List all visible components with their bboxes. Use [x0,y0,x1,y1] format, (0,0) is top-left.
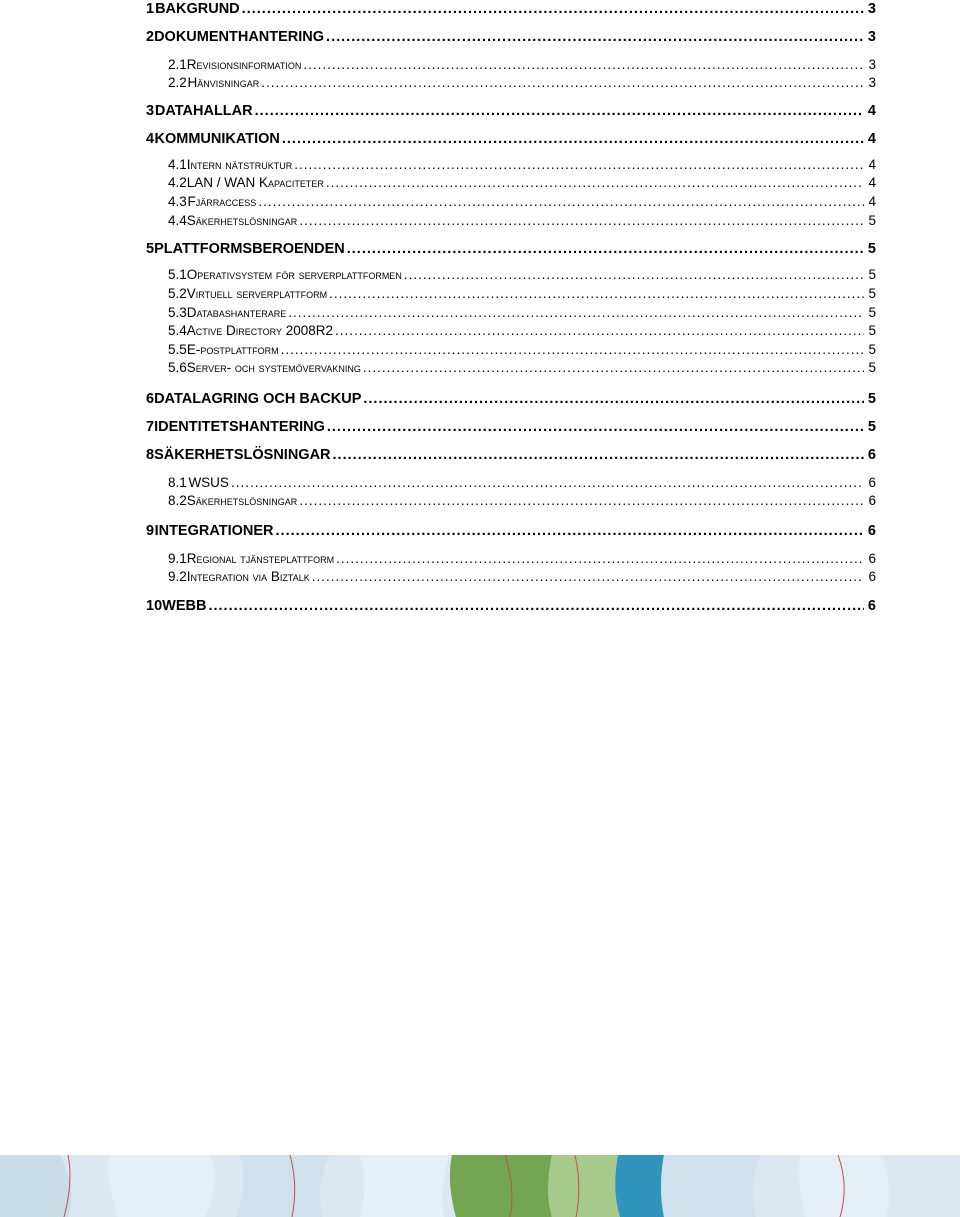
toc-entry-page-number: 6 [868,493,876,508]
toc-entry[interactable] [168,193,876,211]
toc-entry-page-number: 5 [868,360,876,375]
toc-entry[interactable] [168,492,876,510]
toc-dot-leader [363,359,864,377]
toc-entry-page-number: 5 [868,286,876,301]
toc-entry-number: 10 [146,598,163,614]
toc-entry-title: PLATTFORMSBEROENDEN [154,241,345,257]
toc-entry-title: Fjärraccess [187,194,257,209]
toc-entry[interactable] [146,418,876,436]
toc-entry[interactable] [168,322,876,340]
toc-dot-leader [404,266,864,284]
footer-band-teal [615,1155,664,1217]
toc-dot-leader [335,322,864,340]
toc-entry-number: 3 [146,103,155,119]
toc-entry-number: 5.6 [168,360,187,375]
toc-entry-number: 2.1 [168,57,187,72]
toc-entry-page-number: 3 [868,57,876,72]
toc-entry-title: Regional tjänsteplattform [186,551,335,566]
footer-wave-band [0,1155,960,1217]
toc-entry[interactable] [146,0,876,18]
toc-dot-leader [312,568,864,586]
toc-entry-page-number: 5 [867,241,876,257]
toc-entry-page-number: 4 [867,103,876,119]
toc-dot-leader [294,156,864,174]
toc-entry-number: 5.4 [168,323,187,338]
toc-entry-page-number: 5 [868,267,876,282]
toc-entry-title: Säkerhetslösningar [186,213,298,228]
toc-entry-page-number: 3 [867,1,876,17]
toc-entry-number: 4 [146,131,155,147]
footer-band-wave-1 [0,1155,71,1217]
toc-entry-title: WEBB [162,598,207,614]
toc-entry-page-number: 5 [868,323,876,338]
toc-dot-leader [336,550,864,568]
toc-entry-title: DATALAGRING OCH BACKUP [154,391,362,407]
toc-entry-number: 2.2 [168,75,187,90]
toc-entry-number: 5.5 [168,342,187,357]
toc-dot-leader [276,522,864,540]
toc-entry-title: E-postplattform [186,342,279,357]
toc-dot-leader [363,390,864,408]
toc-entry[interactable] [146,446,876,464]
toc-entry[interactable] [168,568,876,586]
toc-entry-title: SÄKERHETSLÖSNINGAR [154,447,331,463]
toc-entry-page-number: 4 [868,194,876,209]
toc-entry[interactable] [168,341,876,359]
footer-band-wave-4 [360,1155,450,1217]
toc-entry-title: Active Directory 2008R2 [186,323,334,338]
toc-entry[interactable] [168,304,876,322]
toc-entry-number: 5.1 [168,267,187,282]
toc-entry-title: BAKGRUND [155,1,240,17]
toc-entry-page-number: 6 [868,569,876,584]
toc-entry-number: 9.2 [168,569,187,584]
toc-entry-title: Integration via Biztalk [186,569,310,584]
toc-entry-title: Intern nätstruktur [186,157,293,172]
toc-dot-leader [208,597,864,615]
toc-entry-title: WSUS [188,475,229,490]
toc-entry[interactable] [168,74,876,92]
toc-entry-number: 5.3 [168,305,187,320]
footer-band-light-green [548,1155,620,1217]
toc-dot-leader [261,74,864,92]
toc-entry-page-number: 6 [867,523,876,539]
toc-entry-number: 8.1 [168,475,187,490]
toc-entry-number: 4.4 [168,213,187,228]
toc-entry-page-number: 6 [868,475,876,490]
toc-entry-page-number: 4 [868,157,876,172]
toc-entry[interactable] [168,266,876,284]
toc-entry-title: Hänvisningar [187,75,260,90]
toc-entry-number: 8 [146,447,155,463]
toc-entry-page-number: 5 [867,419,876,435]
toc-entry-title: Operativsystem för serverplattformen [186,267,402,282]
toc-dot-leader [303,56,864,74]
toc-entry-page-number: 5 [867,391,876,407]
toc-entry[interactable] [146,597,876,615]
toc-dot-leader [242,0,864,18]
toc-entry-number: 8.2 [168,493,187,508]
toc-entry-number: 4.2 [168,175,187,190]
toc-entry-title: KOMMUNIKATION [154,131,280,147]
footer-band-green [450,1155,552,1217]
toc-entry-title: IDENTITETSHANTERING [154,419,325,435]
toc-entry[interactable] [168,156,876,174]
toc-entry[interactable] [146,240,876,258]
toc-entry-title: LAN / WAN Kapaciteter [186,175,324,190]
toc-entry-title: Virtuell serverplattform [186,286,328,301]
toc-entry[interactable] [146,102,876,120]
toc-dot-leader [327,418,864,436]
toc-entry-title: Säkerhetslösningar [186,493,298,508]
footer-band-wave-5 [661,1155,760,1217]
toc-entry-page-number: 6 [867,598,876,614]
toc-dot-leader [299,492,864,510]
toc-entry-page-number: 6 [867,447,876,463]
toc-entry-number: 9.1 [168,551,187,566]
toc-dot-leader [329,285,864,303]
toc-entry-title: Databashanterare [186,305,287,320]
toc-entry[interactable] [146,390,876,408]
toc-entry-page-number: 5 [868,213,876,228]
toc-entry-title: Revisionsinformation [186,57,302,72]
toc-dot-leader [255,102,864,120]
toc-entry-number: 1 [146,1,155,17]
toc-entry-number: 7 [146,419,155,435]
toc-entry[interactable] [168,174,876,192]
toc-dot-leader [258,193,864,211]
toc-entry[interactable] [168,550,876,568]
footer-band-wave-3 [236,1155,330,1217]
toc-entry[interactable] [168,359,876,377]
toc-entry[interactable] [168,56,876,74]
toc-dot-leader [282,130,864,148]
toc-dot-leader [231,474,864,492]
toc-entry-title: INTEGRATIONER [154,523,274,539]
toc-entry-title: DATAHALLAR [154,103,253,119]
toc-entry-page-number: 4 [868,175,876,190]
toc-dot-leader [333,446,864,464]
toc-dot-leader [347,240,864,258]
toc-dot-leader [326,28,864,46]
toc-entry-number: 6 [146,391,155,407]
toc-dot-leader [299,212,864,230]
toc-entry-number: 4.3 [168,194,187,209]
footer-band-wave-2 [108,1155,215,1217]
toc-dot-leader [288,304,864,322]
toc-entry[interactable] [168,285,876,303]
toc-entry-page-number: 5 [868,342,876,357]
toc-entry-number: 9 [146,523,155,539]
toc-entry-page-number: 5 [868,305,876,320]
toc-entry[interactable] [146,28,876,46]
toc-entry-page-number: 3 [868,75,876,90]
toc-entry-page-number: 6 [868,551,876,566]
toc-entry-number: 5.2 [168,286,187,301]
toc-entry[interactable] [146,130,876,148]
toc-entry-page-number: 4 [867,131,876,147]
toc-entry[interactable] [146,522,876,540]
toc-entry-number: 2 [146,29,155,45]
toc-entry-page-number: 3 [867,29,876,45]
toc-entry[interactable] [168,474,876,492]
toc-entry-number: 5 [146,241,155,257]
toc-entry-title: DOKUMENTHANTERING [154,29,325,45]
toc-dot-leader [281,341,864,359]
toc-entry[interactable] [168,212,876,230]
toc-entry-title: Server- och systemövervakning [186,360,361,375]
toc-dot-leader [326,174,864,192]
toc-entry-number: 4.1 [168,157,187,172]
